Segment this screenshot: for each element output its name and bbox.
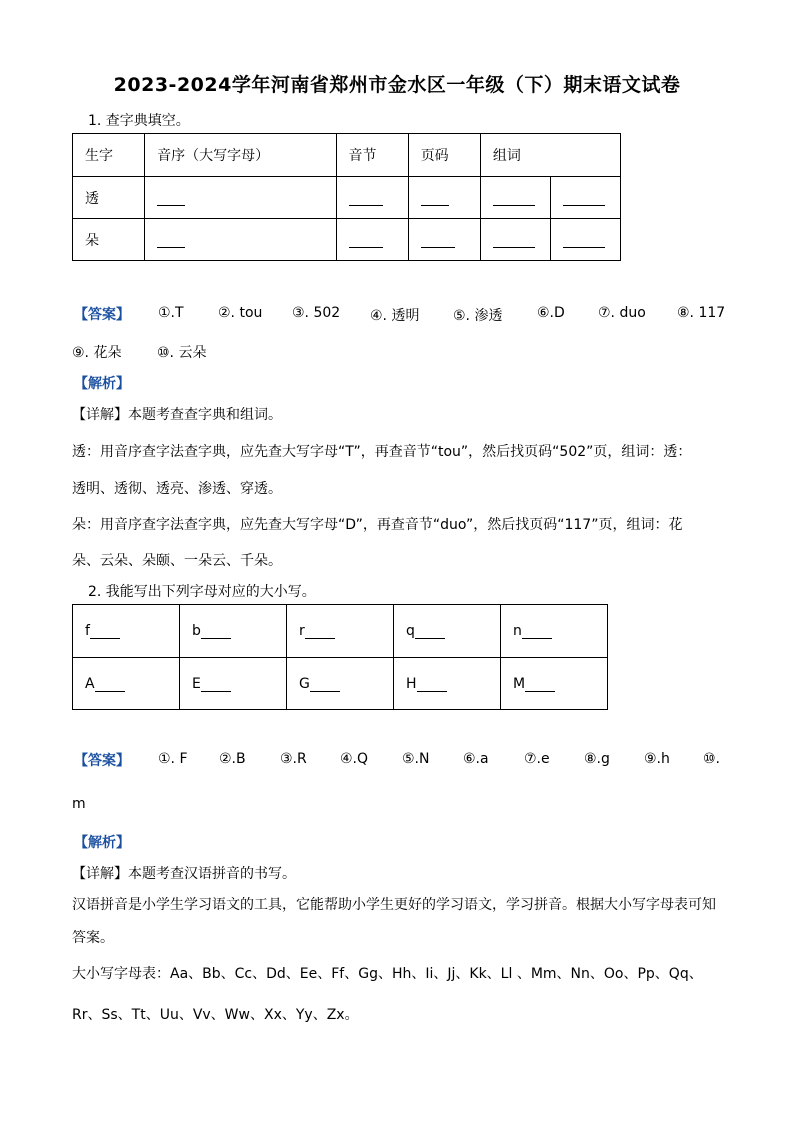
answer-item: ⑤. 渗透 — [453, 308, 503, 324]
answer-item: ⑤.N — [402, 751, 430, 767]
header-char: 生字 — [73, 134, 145, 177]
fill-blank[interactable] — [522, 624, 552, 639]
answer-tag: 【答案】 — [74, 753, 130, 769]
question-2-heading: 2. 我能写出下列字母对应的大小写。 — [88, 584, 316, 600]
header-initial: 音序（大写字母） — [145, 134, 336, 177]
analysis-paragraph: 汉语拼音是小学生学习语文的工具，它能帮助小学生更好的学习语文，学习拼音。根据大小写字母表可知 — [72, 897, 716, 913]
fill-blank[interactable] — [417, 677, 447, 692]
row-char: 朵 — [73, 219, 145, 261]
analysis-tag: 【解析】 — [74, 376, 130, 392]
fill-blank[interactable] — [157, 233, 185, 248]
analysis-paragraph: 答案。 — [72, 930, 114, 946]
letter: G — [299, 675, 310, 692]
letter: q — [406, 623, 415, 639]
letter: f — [85, 623, 90, 639]
analysis-paragraph: 朵：用音序查字法查字典，应先查大写字母“D”，再查音节“duo”，然后找页码“117”页，组词：花 — [72, 517, 683, 533]
analysis-paragraph: Rr、Ss、Tt、Uu、Vv、Ww、Xx、Yy、Zx。 — [72, 1007, 359, 1023]
analysis-detail: 【详解】本题考查汉语拼音的书写。 — [72, 866, 296, 882]
table-row — [73, 177, 621, 219]
fill-blank[interactable] — [90, 624, 120, 639]
analysis-paragraph: 透：用音序查字法查字典，应先查大写字母“T”，再查音节“tou”，然后找页码“502”页，组词：透： — [72, 444, 692, 460]
fill-blank[interactable] — [305, 624, 335, 639]
answer-item-wrap: m — [72, 796, 86, 812]
answer-item: ⑦. duo — [598, 305, 646, 321]
letter: n — [513, 623, 522, 639]
answer-item: ⑩. 云朵 — [157, 345, 207, 361]
analysis-detail: 【详解】本题考查查字典和组词。 — [72, 407, 282, 423]
fill-blank[interactable] — [563, 191, 605, 206]
letter: A — [85, 675, 95, 692]
question-1-heading: 1. 查字典填空。 — [88, 113, 190, 129]
fill-blank[interactable] — [421, 233, 455, 248]
analysis-paragraph: 朵、云朵、朵颐、一朵云、千朵。 — [72, 553, 282, 569]
letter-table — [72, 604, 608, 710]
fill-blank[interactable] — [95, 677, 125, 692]
fill-blank[interactable] — [157, 191, 185, 206]
answer-tag: 【答案】 — [74, 307, 130, 323]
fill-blank[interactable] — [563, 233, 605, 248]
table-row — [73, 658, 608, 710]
analysis-paragraph: 透明、透彻、透亮、渗透、穿透。 — [72, 481, 282, 497]
answer-item: ②.B — [219, 751, 246, 767]
fill-blank[interactable] — [349, 233, 383, 248]
table-row — [73, 219, 621, 261]
fill-blank[interactable] — [310, 677, 340, 692]
header-syllable: 音节 — [336, 134, 408, 177]
letter: r — [299, 623, 305, 639]
analysis-tag: 【解析】 — [74, 835, 130, 851]
table-row — [73, 605, 608, 658]
letter: H — [406, 675, 417, 692]
answer-item: ①. F — [158, 751, 188, 767]
answer-item: ③. 502 — [292, 305, 341, 321]
answer-item: ⑦.e — [524, 751, 550, 767]
fill-blank[interactable] — [349, 191, 383, 206]
fill-blank[interactable] — [201, 624, 231, 639]
fill-blank[interactable] — [421, 191, 449, 206]
table-header-row — [73, 134, 621, 177]
header-words: 组词 — [480, 134, 620, 177]
dictionary-table — [72, 133, 621, 261]
header-page: 页码 — [408, 134, 480, 177]
answer-item: ①.T — [158, 305, 184, 321]
answer-item: ④. 透明 — [370, 308, 420, 324]
fill-blank[interactable] — [525, 677, 555, 692]
answer-item: ⑨. 花朵 — [72, 345, 122, 361]
row-char: 透 — [73, 177, 145, 219]
analysis-paragraph: 大小写字母表：Aa、Bb、Cc、Dd、Ee、Ff、Gg、Hh、Ii、Jj、Kk、Ll 、Mm、Nn、Oo、Pp、Qq、 — [72, 966, 703, 982]
answer-item: ②. tou — [218, 305, 263, 321]
letter: E — [192, 675, 201, 692]
fill-blank[interactable] — [201, 677, 231, 692]
fill-blank[interactable] — [493, 233, 535, 248]
letter: b — [192, 623, 201, 639]
answer-item: ③.R — [280, 751, 307, 767]
answer-item: ④.Q — [340, 751, 369, 767]
answer-item: ⑧.g — [584, 751, 610, 767]
answer-item: ⑥.D — [537, 305, 565, 321]
page-title: 2023-2024学年河南省郑州市金水区一年级（下）期末语文试卷 — [113, 74, 681, 96]
fill-blank[interactable] — [415, 624, 445, 639]
answer-item: ⑥.a — [463, 751, 489, 767]
fill-blank[interactable] — [493, 191, 535, 206]
letter: M — [513, 675, 526, 692]
answer-item: ⑧. 117 — [677, 305, 726, 321]
answer-item: ⑩. — [703, 751, 721, 767]
answer-item: ⑨.h — [644, 751, 670, 767]
